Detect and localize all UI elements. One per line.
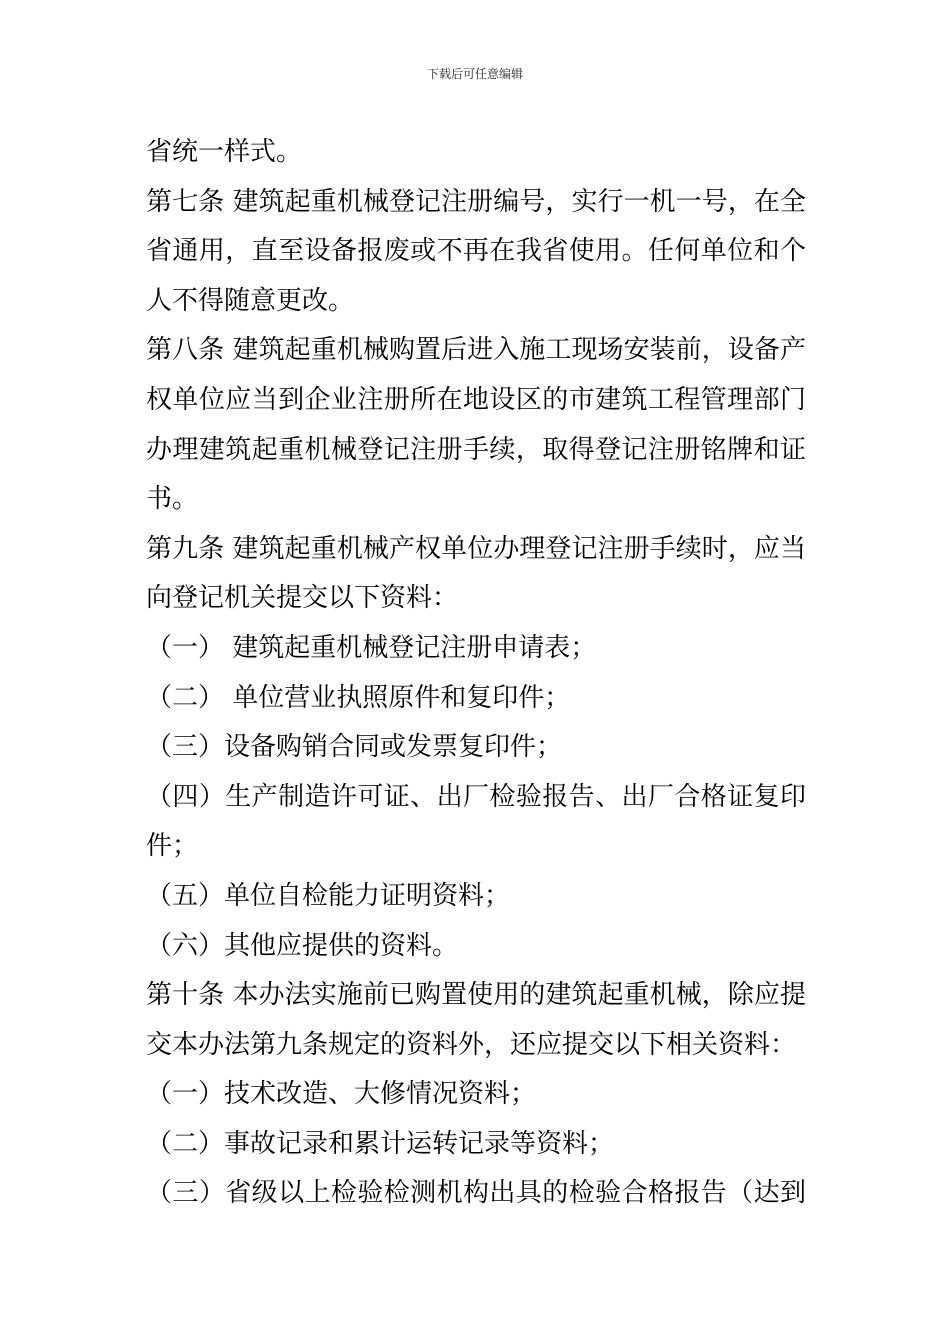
text-line: （一） 建筑起重机械登记注册申请表； — [146, 632, 597, 663]
text-line: 权单位应当到企业注册所在地设区的市建筑工程管理部门 — [146, 384, 806, 415]
text-line: （二） 单位营业执照原件和复印件； — [146, 682, 571, 713]
text-line: 省统一样式。 — [146, 137, 303, 167]
text-line: 第八条 建筑起重机械购置后进入施工现场安装前，设备产 — [146, 335, 806, 366]
text-line: 件； — [146, 831, 199, 862]
text-line: 第九条 建筑起重机械产权单位办理登记注册手续时，应当 — [146, 533, 806, 564]
text-line: （四）生产制造许可证、出厂检验报告、出厂合格证复印 — [146, 781, 806, 812]
text-line: 交本办法第九条规定的资料外，还应提交以下相关资料： — [146, 1029, 797, 1060]
text-line: 办理建筑起重机械登记注册手续，取得登记注册铭牌和证 — [146, 434, 806, 465]
text-line: 向登记机关提交以下资料： — [146, 583, 459, 614]
text-line: 人不得随意更改。 — [146, 285, 355, 316]
text-line: （六）其他应提供的资料。 — [146, 930, 459, 961]
text-line: 书。 — [146, 484, 199, 515]
text-line: 第七条 建筑起重机械登记注册编号，实行一机一号，在全 — [146, 186, 806, 217]
text-line: （三）省级以上检验检测机构出具的检验合格报告（达到 — [146, 1178, 806, 1209]
text-line: （五）单位自检能力证明资料； — [146, 880, 511, 911]
text-line: （一）技术改造、大修情况资料； — [146, 1079, 537, 1110]
text-line: （三）设备购销合同或发票复印件； — [146, 732, 563, 763]
page-header: 下载后可任意编辑 — [426, 67, 523, 81]
text-line: 第十条 本办法实施前已购置使用的建筑起重机械，除应提 — [146, 980, 806, 1011]
text-line: （二）事故记录和累计运转记录等资料； — [146, 1128, 615, 1159]
text-line: 省通用，直至设备报废或不再在我省使用。任何单位和个 — [146, 236, 806, 267]
document-body — [146, 128, 806, 1219]
